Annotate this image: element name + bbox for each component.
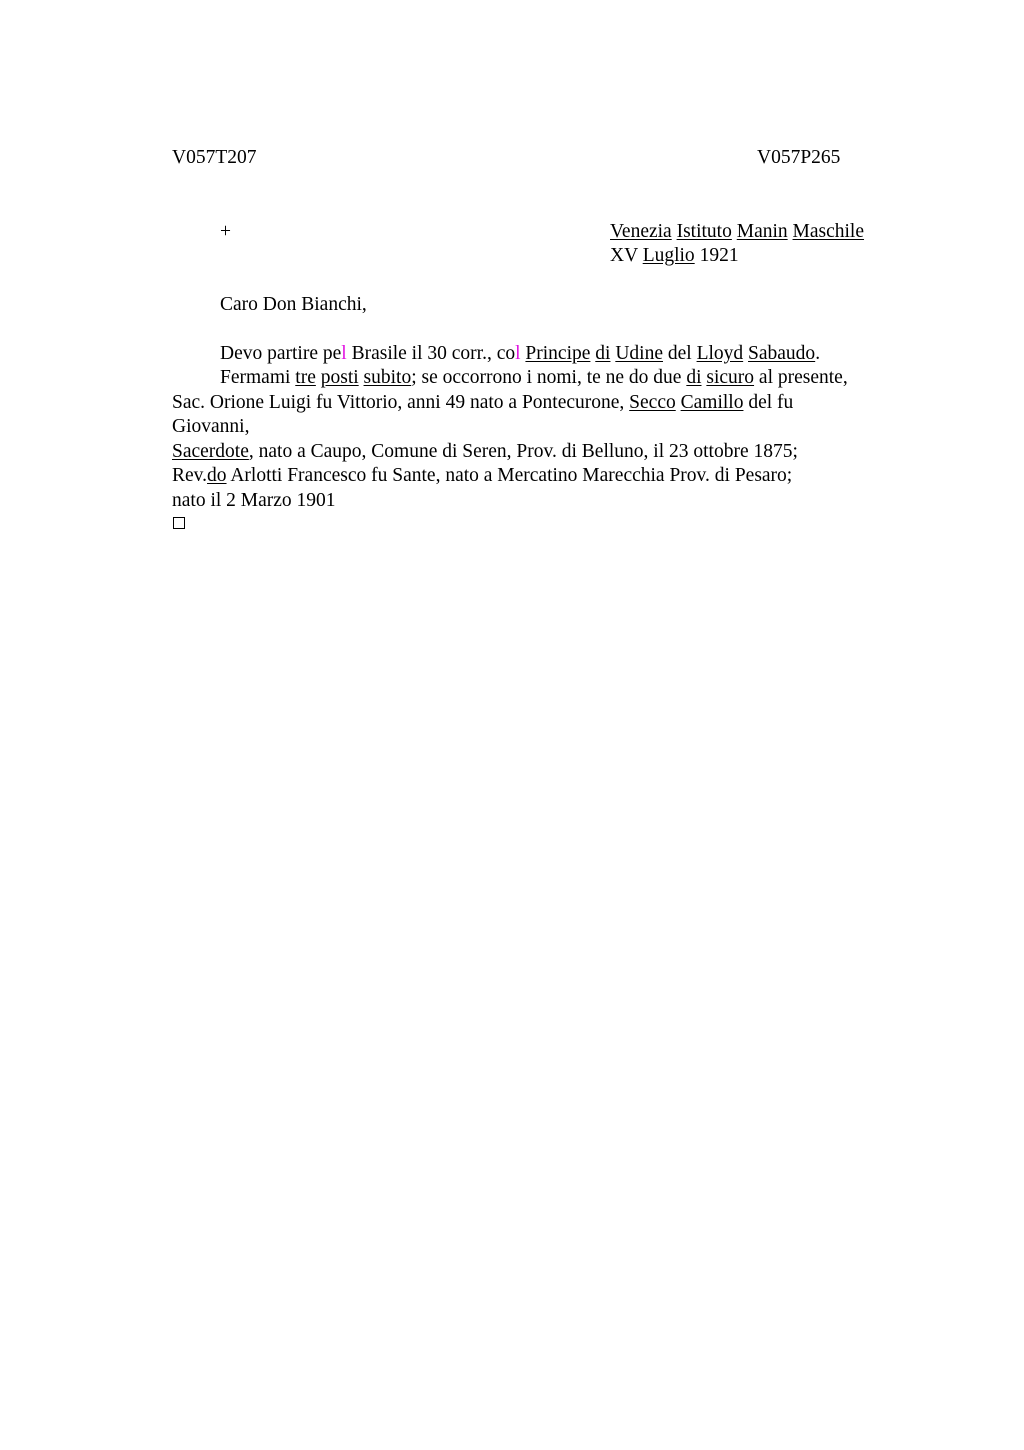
highlighted-letter: l — [515, 343, 521, 364]
underlined-word: subito — [363, 367, 412, 388]
underlined-word: Secco — [629, 392, 676, 413]
highlighted-letter: l — [341, 343, 347, 364]
letter-line-2 — [220, 366, 848, 390]
underlined-word: Lloyd — [696, 343, 744, 364]
place-word: Venezia — [610, 221, 672, 242]
letter-line-7: nato il 2 Marzo 1901 — [172, 490, 336, 511]
text-run: Fermami — [220, 367, 291, 388]
place-word: Istituto — [676, 221, 732, 242]
place-word: Maschile — [792, 221, 865, 242]
document-code-left: V057T207 — [172, 147, 257, 168]
document-code-right: V057P265 — [757, 147, 841, 168]
underlined-word: posti — [320, 367, 359, 388]
underlined-word: Principe — [525, 343, 591, 364]
text-run: Rev. — [172, 465, 208, 486]
place-word: Manin — [736, 221, 788, 242]
date-month: Luglio — [642, 245, 695, 266]
underlined-word: sicuro — [706, 367, 755, 388]
underlined-word: Sabaudo — [748, 343, 816, 364]
letter-line-5 — [172, 440, 798, 464]
date-day: XV — [610, 245, 638, 266]
cross-mark: + — [220, 221, 231, 242]
letter-line-3 — [172, 391, 793, 415]
place-line — [610, 220, 864, 244]
text-run: Brasile il 30 corr., co — [346, 343, 516, 364]
text-run: Arlotti Francesco fu Sante, nato a Mercatino Marecchia Prov. di Pesaro; — [226, 465, 793, 486]
letter-line-4: Giovanni, — [172, 416, 250, 437]
text-run: , nato a Caupo, Comune di Seren, Prov. di Belluno, il 23 ottobre 1875; — [248, 441, 798, 462]
empty-box-icon — [173, 517, 185, 529]
text-run: al presente, — [758, 367, 848, 388]
underlined-word: di — [595, 343, 611, 364]
text-run: del fu — [748, 392, 794, 413]
underlined-word: tre — [295, 367, 316, 388]
date-line — [610, 244, 739, 268]
underlined-word: Camillo — [680, 392, 744, 413]
underlined-word: Udine — [615, 343, 663, 364]
salutation: Caro Don Bianchi, — [220, 294, 367, 315]
letter-line-6 — [172, 464, 792, 488]
text-run: Devo partire pe — [220, 343, 342, 364]
text-run: Sac. Orione Luigi fu Vittorio, anni 49 nato a Pontecurone, — [172, 392, 625, 413]
underlined-word: di — [686, 367, 702, 388]
underlined-word: do — [207, 465, 227, 486]
date-year: 1921 — [699, 245, 739, 266]
text-run: ; se occorrono i nomi, te ne do due — [411, 367, 682, 388]
text-run: del — [667, 343, 692, 364]
text-run: . — [815, 343, 821, 364]
letter-line-1 — [220, 342, 820, 366]
underlined-word: Sacerdote — [172, 441, 249, 462]
